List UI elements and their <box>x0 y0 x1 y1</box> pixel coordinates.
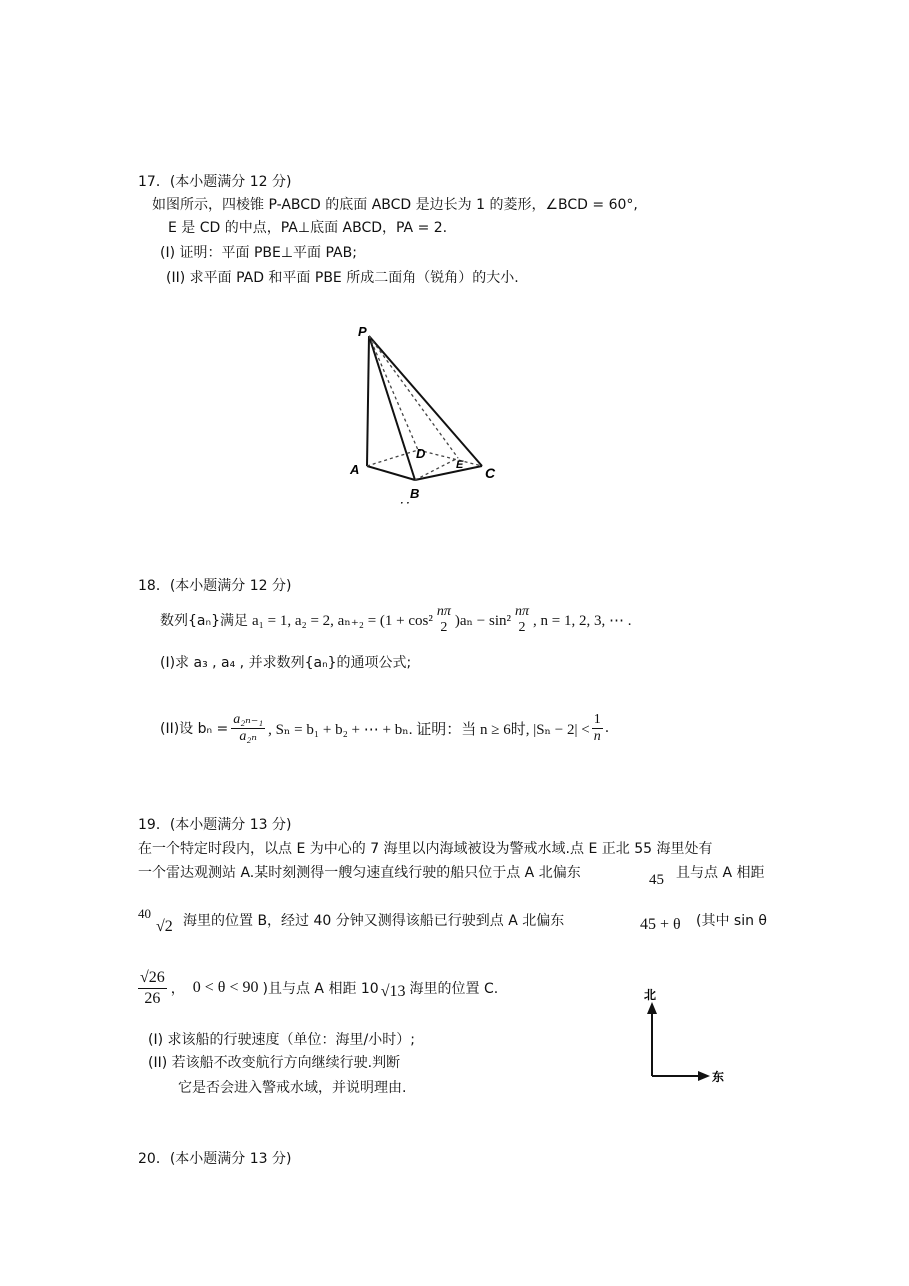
edge-pa <box>367 336 369 466</box>
q18-line1 <box>160 600 632 640</box>
q19-frac-sin <box>138 968 167 1009</box>
q19-line1: 在一个特定时段内，以点 E 为中心的 7 海里以内海域被设为警戒水域.点 E 正北 55 海里处有 <box>138 841 713 857</box>
north-arrow-icon <box>647 1002 657 1014</box>
edge-pc <box>369 336 482 466</box>
q18-line1-tail: , n = 1, 2, 3, ⋯ . <box>533 612 632 629</box>
label-e: E <box>456 459 464 471</box>
q18-frac-n-den: n <box>593 728 601 744</box>
q19-part2b: 它是否会进入警戒水域，并说明理由. <box>178 1080 407 1096</box>
edge-ab <box>367 466 415 480</box>
q18-line1-formula: a₁ = 1, a₂ = 2, aₙ₊₂ = (1 + cos² <box>251 612 433 629</box>
q18-part1: (I)求 a₃ , a₄ , 并求数列{aₙ}的通项公式; <box>160 655 412 671</box>
q19-line4e: √13 <box>380 983 406 1000</box>
q18-frac-sin-num: nπ <box>515 604 530 619</box>
figure-dots: · · <box>400 498 410 508</box>
q18-part2-prefix: (II)设 bₙ = <box>160 721 229 737</box>
q19-line4f: 海里的位置 C. <box>409 981 499 997</box>
q19-frac-sin-num: √26 <box>138 968 167 989</box>
q18-frac-sin <box>513 604 531 636</box>
pyramid-figure <box>340 318 510 508</box>
q19-line2b: 45 <box>649 872 664 888</box>
edge-pd <box>369 336 418 450</box>
q18-frac-n-num: 1 <box>593 711 601 727</box>
q18-frac-b <box>231 712 265 745</box>
q18-part2 <box>160 706 609 750</box>
label-p: P <box>358 324 367 339</box>
q19-line3e: (其中 sin θ <box>696 913 767 929</box>
q19-line2c: 且与点 A 相距 <box>676 865 765 881</box>
north-label: 北 <box>644 988 657 1002</box>
q18-frac-cos-num: nπ <box>436 604 451 619</box>
label-d: D <box>416 446 426 461</box>
q18-frac-cos-den: 2 <box>440 620 448 635</box>
q19-line4d: )且与点 A 相距 10 <box>262 981 379 997</box>
q17-part2: (II) 求平面 PAD 和平面 PBE 所成二面角（锐角）的大小. <box>166 270 519 286</box>
edge-pe <box>369 336 458 458</box>
q19-part1: (I) 求该船的行驶速度（单位：海里/小时）; <box>148 1032 415 1048</box>
q19-line3b: √2 <box>156 918 173 935</box>
q18-frac-n <box>592 712 603 745</box>
label-a: A <box>350 462 360 477</box>
q19-line3c: 海里的位置 B，经过 40 分钟又测得该船已行驶到点 A 北偏东 <box>183 913 565 929</box>
q19-line4 <box>138 964 498 1012</box>
q18-frac-b-num: a₂ₙ₋₁ <box>233 711 264 727</box>
east-label: 东 <box>712 1070 725 1084</box>
q19-line2a: 一个雷达观测站 A.某时刻测得一艘匀速直线行驶的船只位于点 A 北偏东 <box>138 865 581 881</box>
q18-header: 18．(本小题满分 12 分) <box>138 578 292 594</box>
q18-frac-b-den: a₂ₙ <box>239 728 257 744</box>
q17-line2: E 是 CD 的中点，PA⊥底面 ABCD，PA = 2. <box>168 220 448 236</box>
east-arrow-icon <box>698 1071 710 1081</box>
q19-line4b: ， <box>170 981 185 997</box>
edge-be <box>415 458 458 480</box>
edge-dc <box>418 450 482 466</box>
q18-part2-end: . <box>604 720 610 736</box>
compass-figure <box>640 984 750 1084</box>
q18-frac-sin-den: 2 <box>518 620 526 635</box>
q19-header: 19．(本小题满分 13 分) <box>138 817 292 833</box>
q19-part2: (II) 若该船不改变航行方向继续行驶.判断 <box>148 1055 401 1071</box>
q20-header: 20．(本小题满分 13 分) <box>138 1151 292 1167</box>
q19-line4c: 0 < θ < 90 <box>192 979 259 996</box>
label-c: C <box>485 465 496 481</box>
q17-part1: (I) 证明：平面 PBE⊥平面 PAB; <box>160 245 357 261</box>
q18-part2-mid: , Sₙ = b₁ + b₂ + ⋯ + bₙ. 证明：当 n ≥ 6时, |Sₙ − 2| < <box>268 721 590 738</box>
edge-bc <box>415 466 482 480</box>
q19-line3a: 40 <box>138 906 151 921</box>
q19-frac-sin-den: 26 <box>144 989 161 1007</box>
q18-line1-prefix: 数列{aₙ}满足 <box>160 613 248 629</box>
q17-line1: 如图所示，四棱锥 P-ABCD 的底面 ABCD 是边长为 1 的菱形，∠BCD = 60°, <box>152 197 638 213</box>
q18-frac-cos <box>435 604 453 636</box>
label-b: B <box>410 486 420 501</box>
q18-line1-mid: )aₙ − sin² <box>454 612 512 629</box>
q19-line3d: 45 + θ <box>640 916 681 933</box>
q17-header: 17．(本小题满分 12 分) <box>138 174 292 190</box>
